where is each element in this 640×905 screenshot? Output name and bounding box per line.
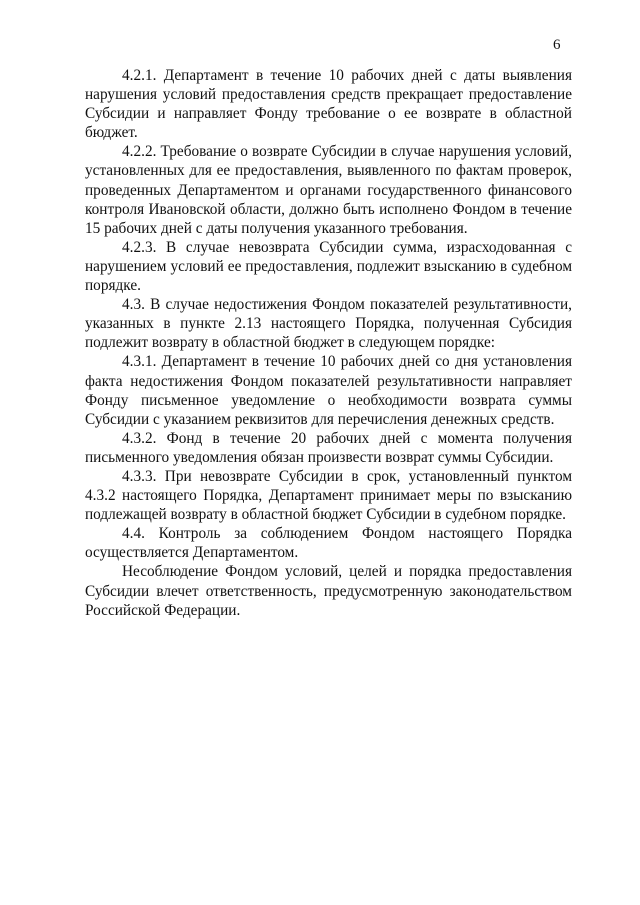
paragraph-liability: Несоблюдение Фондом условий, целей и порядка предоставления Субсидии влечет ответственность, предусмотренную законодательством Российской Федерации. (85, 563, 572, 619)
paragraph-4-4: 4.4. Контроль за соблюдением Фондом настоящего Порядка осуществляется Департаментом. (85, 525, 572, 562)
paragraph-4-2-2: 4.2.2. Требование о возврате Субсидии в случае нарушения условий, установленных для ее предоставления, выявленного по фактам проверок, проведенных Департаментом и органами государственного финансового контроля Ивановской области, должно быть исполнено Фондом в течение 15 рабочих дней с даты получения указанного требования. (85, 143, 572, 237)
paragraph-4-3-2: 4.3.2. Фонд в течение 20 рабочих дней с момента получения письменного уведомления обязан произвести возврат суммы Субсидии. (85, 429, 572, 466)
paragraph-4-2-1: 4.2.1. Департамент в течение 10 рабочих дней с даты выявления нарушения условий предоставления средств прекращает предоставление Субсидии и направляет Фонду требование о ее возврате в областной бюджет. (85, 67, 572, 142)
paragraph-4-3: 4.3. В случае недостижения Фондом показателей результативности, указанных в пункте 2.13 настоящего Порядка, полученная Субсидия подлежит возврату в областной бюджет в следующем порядке: (85, 296, 572, 352)
paragraph-4-2-3: 4.2.3. В случае невозврата Субсидии сумма, израсходованная с нарушением условий ее предоставления, подлежит взысканию в судебном порядке. (85, 238, 572, 295)
paragraph-4-3-1: 4.3.1. Департамент в течение 10 рабочих дней со дня установления факта недостижения Фондом показателей результативности направляет Фонду письменное уведомление о необходимости возврата суммы Субсидии с указанием реквизитов для перечисления денежных средств. (85, 353, 572, 428)
document-body (85, 66, 572, 620)
page-number: 6 (553, 37, 561, 53)
paragraph-4-3-3: 4.3.3. При невозврате Субсидии в срок, установленный пунктом 4.3.2 настоящего Порядка, Департамент принимает меры по взысканию подлежащей возврату в областной бюджет Субсидии в судебном порядке. (85, 467, 572, 524)
